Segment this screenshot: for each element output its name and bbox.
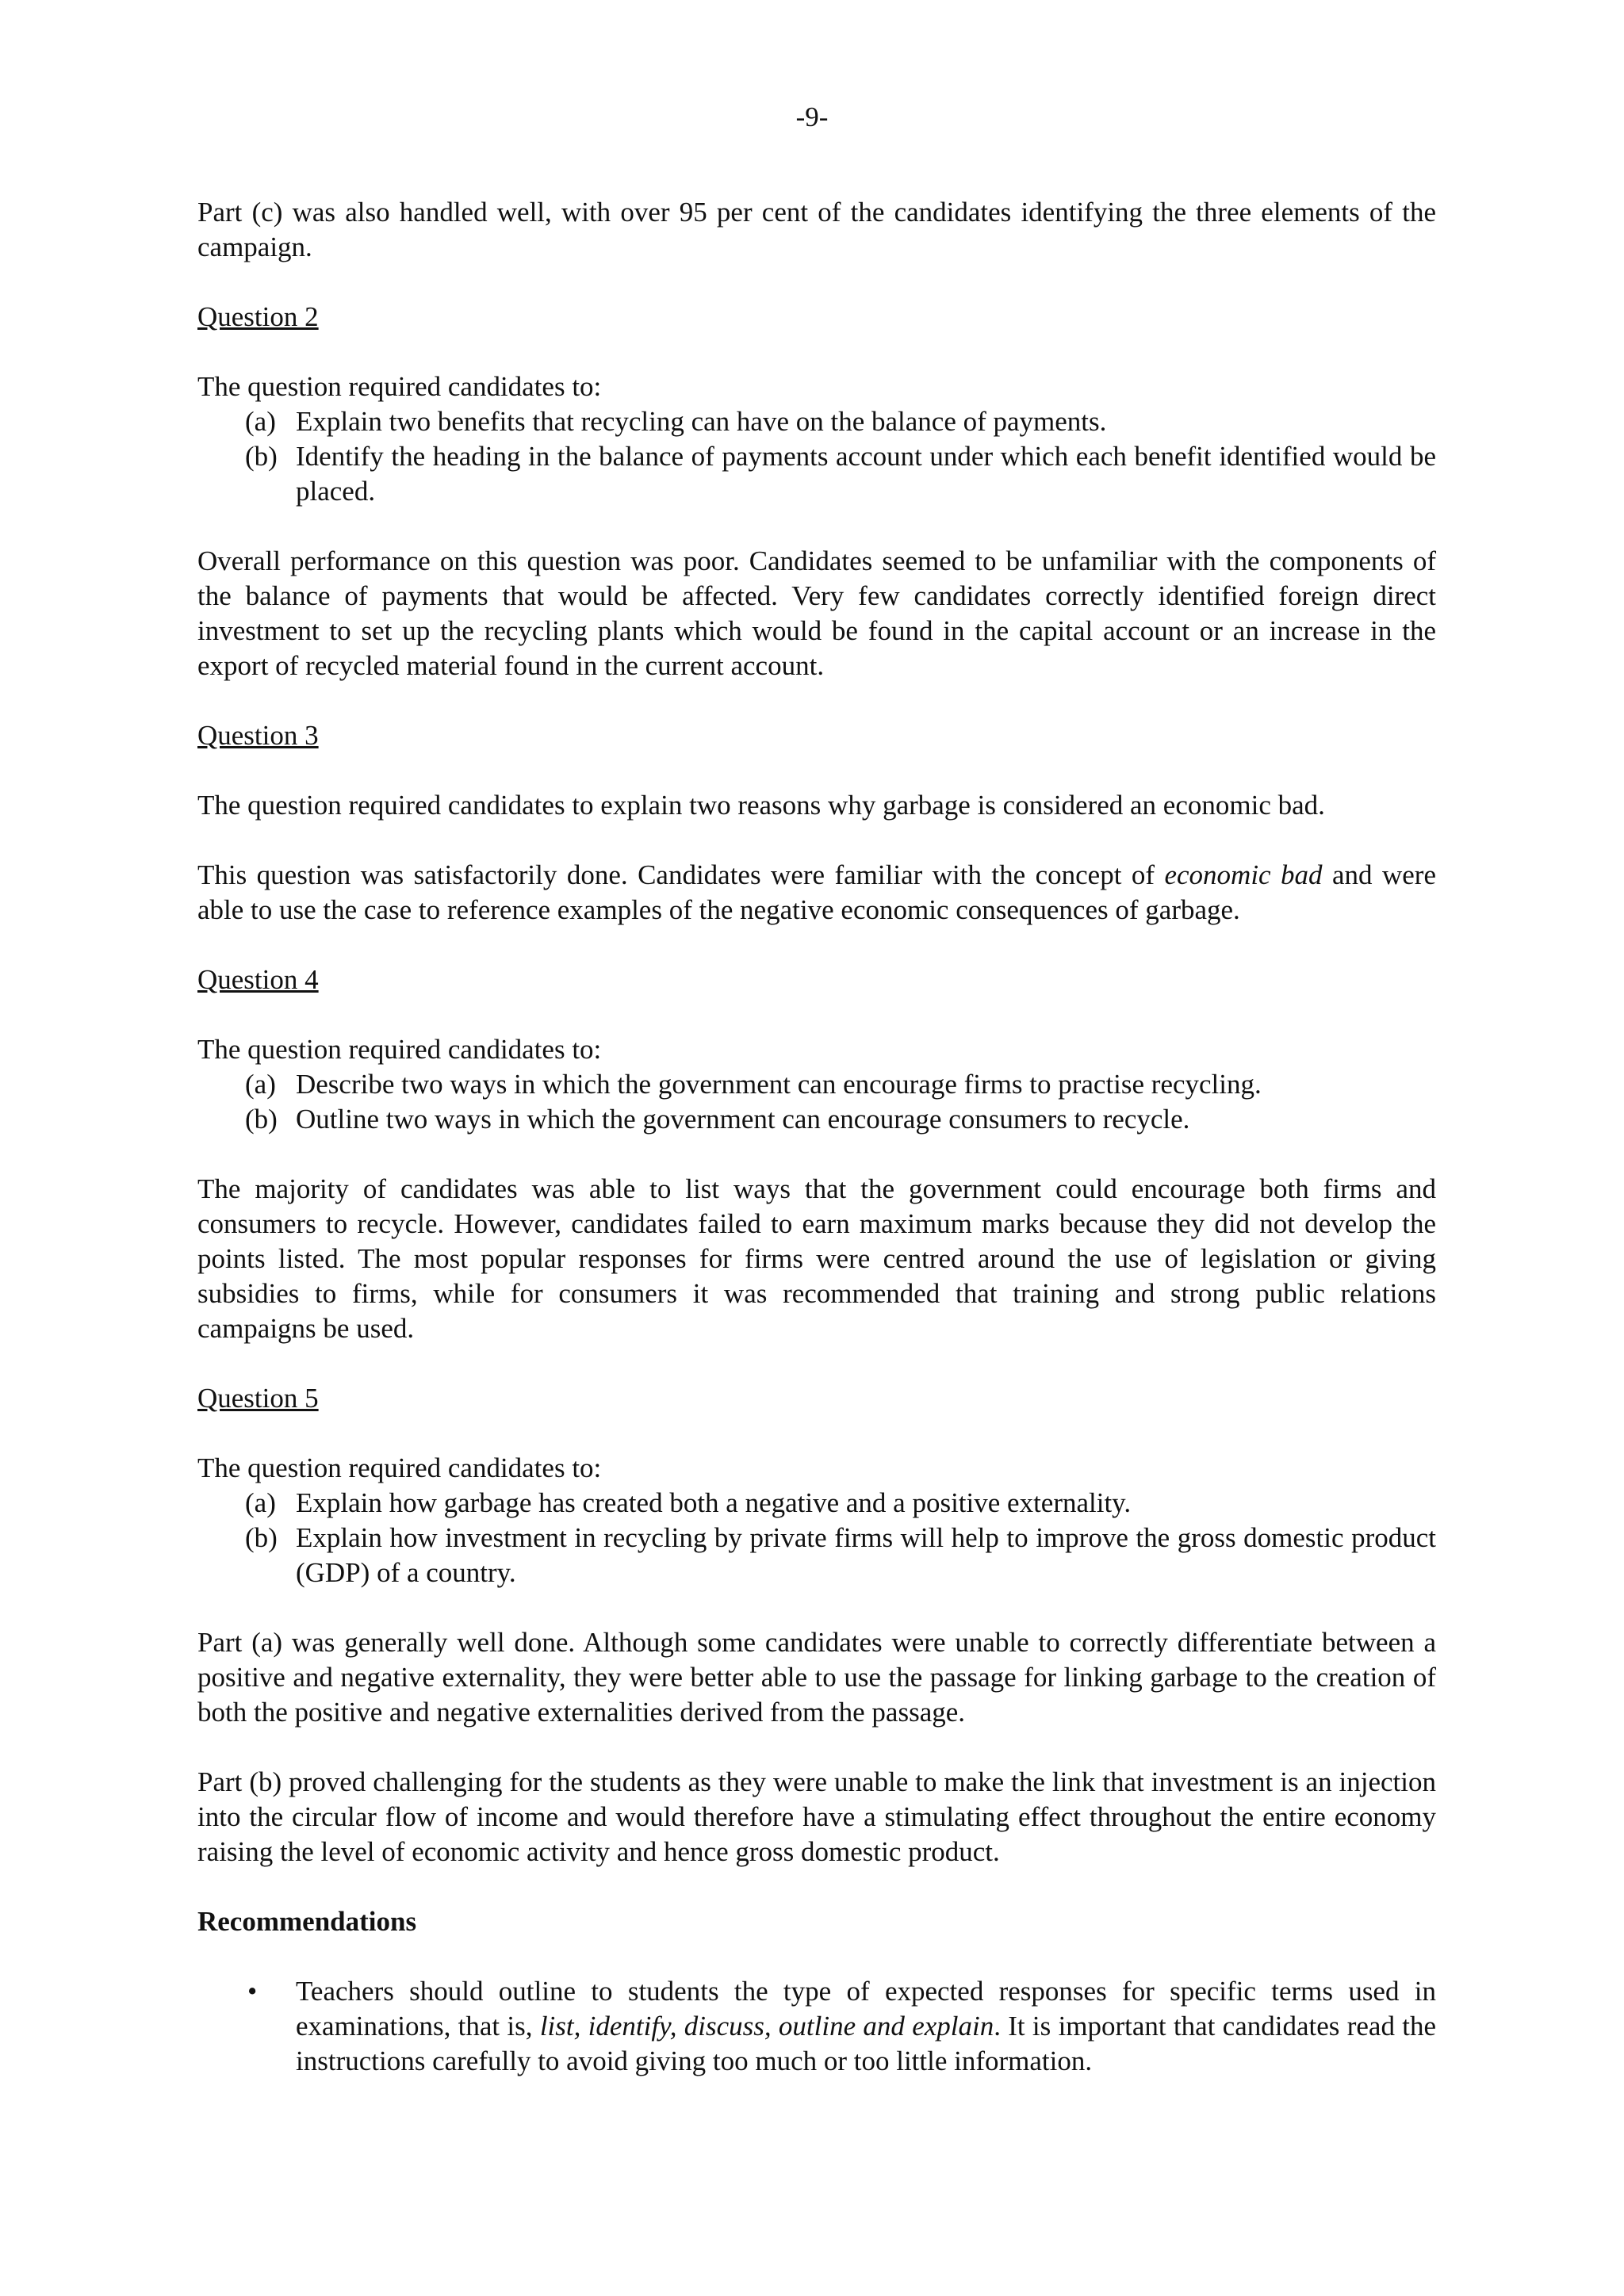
list-marker: (b) [245,1522,278,1553]
question-2-heading: Question 2 [197,301,319,332]
list-marker: (b) [245,1104,278,1135]
comment-text: and were able to use the case to reference examples of the negative economic consequences of garbage. [197,859,1436,925]
list-item-text: Explain how investment in recycling by private firms will help to improve the gross domestic product (GDP) of a country. [296,1522,1436,1588]
question-5-item-a [197,1486,1436,1521]
italic-term: economic bad [1164,859,1323,890]
list-item-text: Outline two ways in which the government can encourage consumers to recycle. [296,1104,1190,1135]
question-5-list [197,1486,1436,1590]
question-2-item-b [197,439,1436,509]
question-3-comment [197,858,1436,928]
question-4-intro: The question required candidates to: [197,1034,602,1065]
question-5-intro: The question required candidates to: [197,1452,602,1483]
question-3-intro: The question required candidates to explain two reasons why garbage is considered an economic bad. [197,790,1325,821]
question-5-item-b [197,1521,1436,1590]
comment-text: This question was satisfactorily done. Candidates were familiar with the concept of [197,859,1165,890]
question-5-heading: Question 5 [197,1383,319,1414]
question-2-list [197,404,1436,509]
list-item-text: Explain how garbage has created both a negative and a positive externality. [296,1487,1132,1518]
recommendation-item [197,1974,1436,2079]
question-3-heading: Question 3 [197,720,319,751]
question-2-item-a [197,404,1436,439]
bullet-icon: • [247,1976,258,2007]
question-5-comment-a: Part (a) was generally well done. Although some candidates were unable to correctly differentiate between a positive and negative externality, they were better able to use the passage for linking garbage to the creation of both the positive and negative externalities derived from the passage. [197,1627,1436,1728]
recommendations-list [197,1974,1436,2079]
list-item-text: Identify the heading in the balance of payments account under which each benefit identified would be placed. [296,441,1436,507]
question-4-item-b [197,1102,1436,1137]
question-4-item-a [197,1067,1436,1102]
list-marker: (a) [245,1487,276,1518]
page-content [197,195,1436,2079]
recommendation-text: Teachers should outline to students the type of expected responses for specific terms used in examinations, that is, [296,1976,1436,2042]
page-number: -9- [795,101,829,132]
question-2-comment: Overall performance on this question was poor. Candidates seemed to be unfamiliar with the components of the balance of payments that would be affected. Very few candidates correctly identified foreign direct investment to set up the recycling plants which would be found in the capital account or an increase in the export of recycled material found in the current account. [197,545,1436,681]
list-marker: (b) [245,441,278,472]
italic-terms: list, identify, discuss, outline and explain [539,2011,994,2042]
question-2-intro: The question required candidates to: [197,371,602,402]
part-c-paragraph: Part (c) was also handled well, with over 95 per cent of the candidates identifying the three elements of the campaign. [197,197,1436,262]
question-4-comment: The majority of candidates was able to list ways that the government could encourage both firms and consumers to recycle. However, candidates failed to earn maximum marks because they did not develop the points listed. The most popular responses for firms were centred around the use of legislation or giving subsidies to firms, while for consumers it was recommended that training and strong public relations campaigns be used. [197,1173,1436,1344]
list-item-text: Describe two ways in which the government can encourage firms to practise recycling. [296,1069,1262,1100]
question-4-heading: Question 4 [197,964,319,995]
list-marker: (a) [245,1069,276,1100]
list-item-text: Explain two benefits that recycling can have on the balance of payments. [296,406,1107,437]
list-marker: (a) [245,406,276,437]
recommendations-heading: Recommendations [197,1906,417,1937]
question-4-list [197,1067,1436,1137]
question-5-comment-b: Part (b) proved challenging for the students as they were unable to make the link that investment is an injection into the circular flow of income and would therefore have a stimulating effect throughout the entire economy raising the level of economic activity and hence gross domestic product. [197,1766,1436,1867]
recommendation-text: . It is important that candidates read the instructions carefully to avoid giving too much or too little information. [296,2011,1436,2076]
